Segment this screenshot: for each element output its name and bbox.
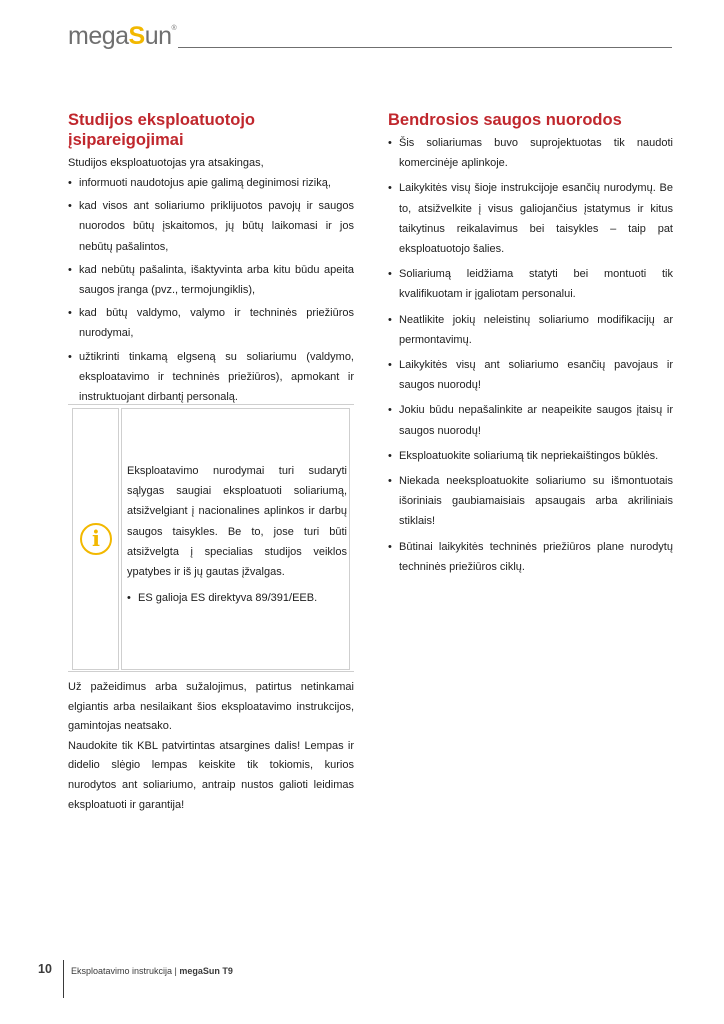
footer-doc-title: Eksploatavimo instrukcija | megaSun T9 (71, 966, 233, 976)
list-item: • Eksploatuokite soliariumą tik nepriekaištingos būklės. (388, 446, 673, 466)
brand-logo: megaSun® (68, 22, 177, 50)
info-icon: i (80, 523, 112, 555)
list-item: • Niekada neeksploatuokite soliariumo su išmontuotais išoriniais gaubiamaisiais apsaugais arba akriliniais stiklais! (388, 471, 673, 532)
list-item: • Neatlikite jokių neleistinų soliariumo modifikacijų ar permontavimų. (388, 310, 673, 350)
intro-text: Studijos eksploatuotojas yra atsakingas, (68, 157, 264, 169)
notice-text: Eksploatavimo nurodymai turi sudaryti sąlygas saugiai eksploatuoti soliariumą, atsižvelgiant į nacionalines aplinkos ir darbų saugos taisykles. Be to, jose turi būti atsižvelgta į specialias studijos veiklos ypatybes ir iš jų gautas įžvalgas. (127, 465, 347, 579)
list-item: • kad būtų valdymo, valymo ir techninės priežiūros nurodymai, (68, 303, 354, 343)
right-column (388, 110, 673, 582)
list-item: • užtikrinti tinkamą elgseną su soliariumu (valdymo, eksploatavimo ir techninės priežiūros), apmokant ir instruktuojant dirbantį personalą. (68, 347, 354, 408)
list-item: • kad nebūtų pašalinta, išaktyvinta arba kitu būdu apeita saugos įranga (pvz., termojungiklis), (68, 260, 354, 300)
footer-product: megaSun T9 (179, 966, 233, 976)
notice-text-cell (121, 408, 350, 670)
page-number: 10 (38, 962, 52, 976)
notice-icon-cell (72, 408, 119, 670)
list-item: • ES galioja ES direktyva 89/391/EEB. (127, 588, 347, 608)
section-title-operator-obligations: Studijos eksploatuotojo įsipareigojimai (68, 111, 256, 149)
list-item: • Laikykitės visų šioje instrukcijoje esančių nurodymų. Be to, atsižvelkite į visus galiojančius įstatymus ir kitus taikytinus reikalavimus bei taisykles – taip pat eksploatuotojo šalies. (388, 178, 673, 259)
list-item: • kad visos ant soliariumo priklijuotos pavojų ir saugos nuorodos būtų įskaitomos, jų būtų laikomasi ir jos nebūtų pašalintos, (68, 196, 354, 257)
operator-obligations-list (68, 173, 354, 407)
list-item: • Laikykitės visų ant soliariumo esančių pavojaus ir saugos nuorodų! (388, 355, 673, 395)
general-safety-list (388, 133, 673, 577)
notice-body (127, 461, 347, 611)
list-item: • Soliariumą leidžiama statyti bei montuoti tik kvalifikuotam ir įgaliotam personalui. (388, 264, 673, 304)
list-item: • Būtinai laikykitės techninės priežiūros plane nurodytų techninės priežiūros ciklų. (388, 537, 673, 577)
section-title-general-safety: Bendrosios saugos nuorodos (388, 111, 622, 129)
liability-paragraphs (68, 678, 354, 815)
info-notice-box (68, 404, 354, 672)
list-item: • Šis soliariumas buvo suprojektuotas tik naudoti komercinėje aplinkoje. (388, 133, 673, 173)
notice-list (127, 588, 347, 608)
left-column (68, 110, 354, 410)
footer-divider (63, 960, 64, 998)
logo-sun-letter: S (128, 22, 145, 50)
list-item: • Jokiu būdu nepašalinkite ar neapeikite saugos įtaisų ir saugos nuorodų! (388, 400, 673, 440)
liability-text: Už pažeidimus arba sužalojimus, patirtus netinkamai elgiantis arba nesilaikant šios eksploatavimo instrukcijos, gamintojas neatsako. (68, 681, 354, 733)
header-rule (178, 47, 672, 48)
list-item: • informuoti naudotojus apie galimą deginimosi riziką, (68, 173, 354, 193)
spare-parts-text: Naudokite tik KBL patvirtintas atsargines dalis! Lempas ir didelio slėgio lempas keiskite tik tokiomis, kurios nurodytos ant soliariumo, antraip nustos galioti leidimas eksploatuoti ir garantija! (68, 739, 354, 811)
